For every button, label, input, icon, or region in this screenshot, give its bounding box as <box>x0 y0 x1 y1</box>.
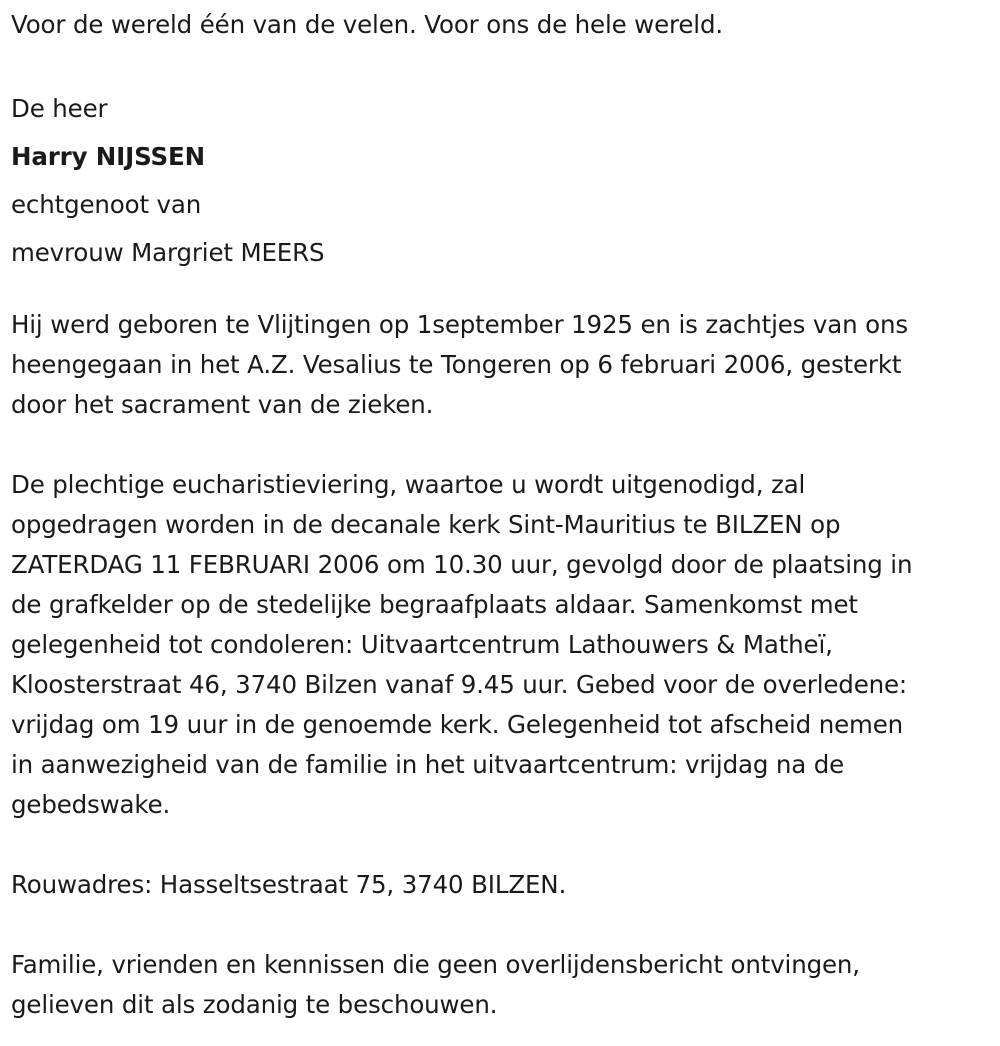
salutation: De heer <box>11 94 108 123</box>
paragraph-line: De plechtige eucharistieviering, waartoe u wordt uitgenodigd, zal <box>11 470 806 499</box>
paragraph-line: gelieven dit als zodanig te beschouwen. <box>11 990 498 1019</box>
spacer <box>11 825 1000 865</box>
spacer <box>11 277 1000 305</box>
paragraph-line: door het sacrament van de zieken. <box>11 390 434 419</box>
birth-death-paragraph <box>11 305 1000 425</box>
paragraph-line: gelegenheid tot condoleren: Uitvaartcentrum Lathouwers & Matheï, <box>11 630 833 659</box>
deceased-block <box>11 85 1000 277</box>
paragraph-line: gebedswake. <box>11 790 171 819</box>
spacer <box>11 45 1000 85</box>
mourning-address: Rouwadres: Hasseltsestraat 75, 3740 BILZEN. <box>11 870 567 899</box>
motto: Voor de wereld één van de velen. Voor ons de hele wereld. <box>11 10 723 39</box>
paragraph-line: Kloosterstraat 46, 3740 Bilzen vanaf 9.45 uur. Gebed voor de overledene: <box>11 670 908 699</box>
deceased-name: Harry NIJSSEN <box>11 142 205 171</box>
paragraph-line: Familie, vrienden en kennissen die geen overlijdensbericht ontvingen, <box>11 950 860 979</box>
ceremony-paragraph <box>11 465 1000 825</box>
address-paragraph <box>11 865 1000 905</box>
paragraph-line: heengegaan in het A.Z. Vesalius te Tongeren op 6 februari 2006, gesterkt <box>11 350 902 379</box>
paragraph-line: opgedragen worden in de decanale kerk Sint-Mauritius te BILZEN op <box>11 510 841 539</box>
paragraph-line: ZATERDAG 11 FEBRUARI 2006 om 10.30 uur, gevolgd door de plaatsing in <box>11 550 913 579</box>
spouse-intro: echtgenoot van <box>11 190 202 219</box>
paragraph-line: vrijdag om 19 uur in de genoemde kerk. Gelegenheid tot afscheid nemen <box>11 710 904 739</box>
paragraph-line: Hij werd geboren te Vlijtingen op 1september 1925 en is zachtjes van ons <box>11 310 908 339</box>
spacer <box>11 905 1000 945</box>
closing-paragraph <box>11 945 1000 1025</box>
spacer <box>11 425 1000 465</box>
paragraph-line: de grafkelder op de stedelijke begraafplaats aldaar. Samenkomst met <box>11 590 858 619</box>
spouse-name: mevrouw Margriet MEERS <box>11 238 325 267</box>
paragraph-line: in aanwezigheid van de familie in het uitvaartcentrum: vrijdag na de <box>11 750 845 779</box>
